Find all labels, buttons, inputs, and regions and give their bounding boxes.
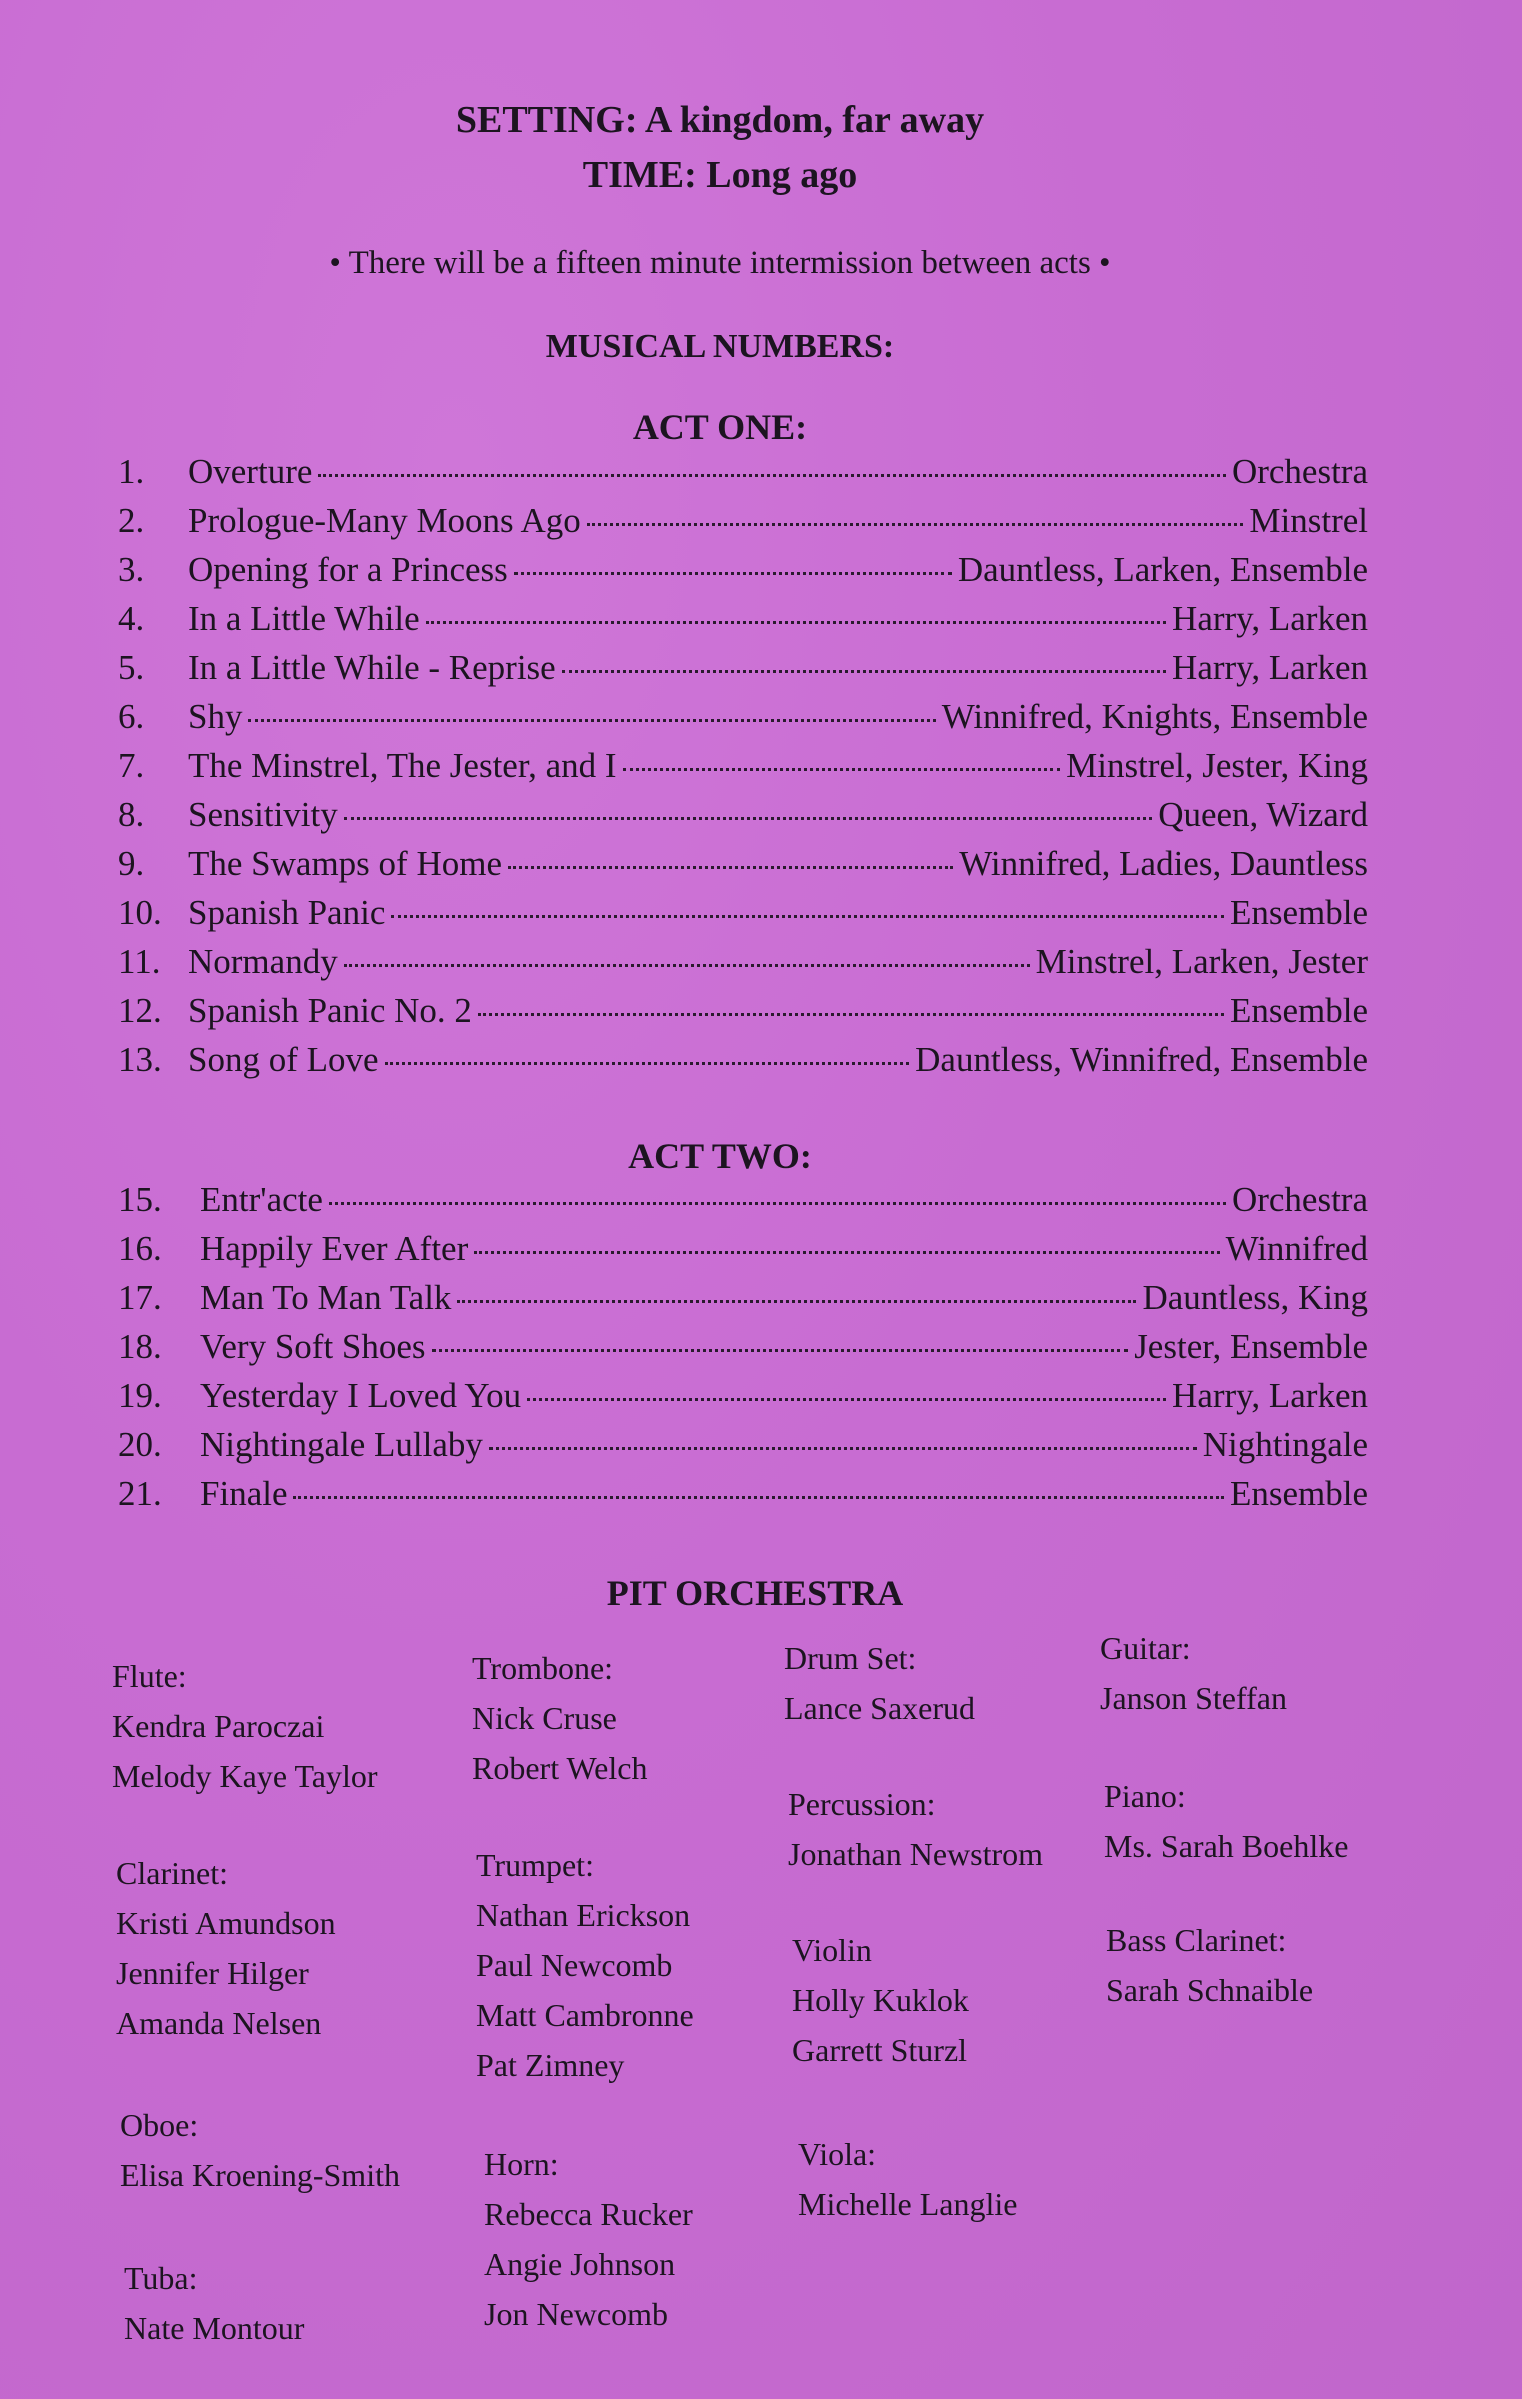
song-row: [118, 942, 1368, 991]
orch-tuba: [124, 2260, 304, 2360]
song-row: [118, 1376, 1368, 1425]
orch-section-label: Flute:: [112, 1658, 187, 1694]
orch-section-label: Clarinet:: [116, 1855, 228, 1891]
song-performers: Harry, Larken: [1172, 1376, 1368, 1415]
time-line: TIME: Long ago: [582, 154, 858, 196]
dot-leader: [293, 1496, 1223, 1499]
song-performers: Minstrel, Jester, King: [1066, 746, 1368, 785]
song-row: [118, 991, 1368, 1040]
song-number: 8.: [118, 795, 145, 834]
song-title: Very Soft Shoes: [200, 1327, 426, 1366]
song-row: [118, 550, 1368, 599]
orch-player: Sarah Schnaible: [1106, 1972, 1314, 2008]
orch-player: Amanda Nelsen: [116, 2005, 322, 2041]
song-title: Spanish Panic: [188, 893, 386, 932]
song-row: [118, 452, 1368, 501]
song-number: 12.: [118, 991, 162, 1030]
song-title: Normandy: [188, 942, 338, 981]
song-row: [118, 1040, 1368, 1089]
orch-player: Janson Steffan: [1100, 1680, 1287, 1716]
orch-trumpet: [476, 1847, 694, 2097]
song-number: 4.: [118, 599, 145, 638]
pit-orchestra-heading: PIT ORCHESTRA: [606, 1573, 904, 1613]
song-title: Man To Man Talk: [200, 1278, 452, 1317]
dot-leader: [344, 817, 1152, 820]
dot-leader: [514, 572, 952, 575]
song-title: Song of Love: [188, 1040, 379, 1079]
dot-leader: [489, 1447, 1197, 1450]
dot-leader: [623, 768, 1061, 771]
act-one-song-list: [118, 452, 1368, 1089]
song-title: Shy: [188, 697, 243, 736]
song-row: [118, 1278, 1368, 1327]
song-number: 15.: [118, 1180, 162, 1219]
song-number: 5.: [118, 648, 145, 687]
orch-violin: [792, 1932, 969, 2082]
orch-player: Elisa Kroening-Smith: [120, 2157, 400, 2193]
song-performers: Dauntless, King: [1142, 1278, 1368, 1317]
song-row: [118, 1474, 1368, 1523]
song-performers: Jester, Ensemble: [1134, 1327, 1368, 1366]
song-number: 16.: [118, 1229, 162, 1268]
orch-section-label: Oboe:: [120, 2107, 199, 2143]
song-title: Opening for a Princess: [188, 550, 508, 589]
dot-leader: [478, 1013, 1224, 1016]
orch-player: Kristi Amundson: [116, 1905, 336, 1941]
song-number: 10.: [118, 893, 162, 932]
orch-section-label: Bass Clarinet:: [1106, 1922, 1287, 1958]
orch-player: Michelle Langlie: [798, 2186, 1018, 2222]
orch-section-label: Drum Set:: [784, 1640, 917, 1676]
dot-leader: [248, 719, 935, 722]
orch-player: Ms. Sarah Boehlke: [1104, 1828, 1349, 1864]
dot-leader: [508, 866, 953, 869]
orch-section-label: Tuba:: [124, 2260, 198, 2296]
song-performers: Ensemble: [1229, 991, 1368, 1030]
song-performers: Dauntless, Larken, Ensemble: [957, 550, 1368, 589]
orch-player: Garrett Sturzl: [792, 2032, 968, 2068]
song-title: Prologue-Many Moons Ago: [188, 501, 581, 540]
orch-guitar: [1100, 1630, 1287, 1730]
orch-player: Nathan Erickson: [476, 1897, 691, 1933]
orch-player: Nate Montour: [124, 2310, 305, 2346]
orch-section-label: Percussion:: [788, 1786, 936, 1822]
orch-player: Melody Kaye Taylor: [112, 1758, 378, 1794]
song-title: Nightingale Lullaby: [200, 1425, 483, 1464]
song-number: 11.: [118, 942, 161, 981]
orch-player: Kendra Paroczai: [112, 1708, 325, 1744]
intermission-note: • There will be a fifteen minute intermission between acts •: [329, 245, 1111, 281]
song-number: 18.: [118, 1327, 162, 1366]
song-row: [118, 501, 1368, 550]
song-title: Entr'acte: [200, 1180, 323, 1219]
song-title: In a Little While: [188, 599, 420, 638]
orch-player: Robert Welch: [472, 1750, 648, 1786]
dot-leader: [457, 1300, 1136, 1303]
orch-section-label: Piano:: [1104, 1778, 1186, 1814]
act-two-song-list: [118, 1180, 1368, 1523]
orch-player: Angie Johnson: [484, 2246, 676, 2282]
orch-viola: [798, 2136, 1017, 2236]
song-title: Sensitivity: [188, 795, 338, 834]
dot-leader: [318, 474, 1226, 477]
orch-section-label: Horn:: [484, 2146, 559, 2182]
song-row: [118, 844, 1368, 893]
setting-line: SETTING: A kingdom, far away: [455, 99, 985, 141]
orch-drum-set: [784, 1640, 975, 1740]
song-number: 19.: [118, 1376, 162, 1415]
song-performers: Ensemble: [1229, 893, 1368, 932]
song-number: 13.: [118, 1040, 162, 1079]
song-title: Overture: [188, 452, 313, 491]
orch-player: Holly Kuklok: [792, 1982, 969, 2018]
song-title: In a Little While - Reprise: [188, 648, 556, 687]
song-number: 7.: [118, 746, 145, 785]
dot-leader: [344, 964, 1030, 967]
song-title: The Minstrel, The Jester, and I: [188, 746, 617, 785]
orch-player: Matt Cambronne: [476, 1997, 694, 2033]
song-number: 21.: [118, 1474, 162, 1513]
orch-player: Lance Saxerud: [784, 1690, 976, 1726]
song-performers: Winnifred, Knights, Ensemble: [941, 697, 1368, 736]
song-performers: Ensemble: [1229, 1474, 1368, 1513]
orch-section-label: Violin: [792, 1932, 872, 1968]
song-performers: Harry, Larken: [1172, 648, 1368, 687]
song-row: [118, 697, 1368, 746]
act-two-heading: ACT TWO:: [628, 1136, 812, 1176]
song-title: Yesterday I Loved You: [200, 1376, 522, 1415]
orch-player: Jon Newcomb: [484, 2296, 668, 2332]
dot-leader: [426, 621, 1166, 624]
dot-leader: [432, 1349, 1129, 1352]
song-performers: Winnifred: [1225, 1229, 1368, 1268]
orch-section-label: Trumpet:: [476, 1847, 594, 1883]
song-performers: Orchestra: [1231, 1180, 1368, 1219]
song-row: [118, 1327, 1368, 1376]
song-row: [118, 1425, 1368, 1474]
song-row: [118, 795, 1368, 844]
orch-section-label: Trombone:: [472, 1650, 614, 1686]
act-one-heading: ACT ONE:: [632, 407, 808, 447]
song-performers: Queen, Wizard: [1158, 795, 1368, 834]
song-performers: Orchestra: [1231, 452, 1368, 491]
orch-player: Nick Cruse: [472, 1700, 617, 1736]
song-row: [118, 599, 1368, 648]
song-performers: Minstrel, Larken, Jester: [1035, 942, 1368, 981]
song-performers: Minstrel: [1249, 501, 1368, 540]
song-number: 2.: [118, 501, 145, 540]
song-title: Spanish Panic No. 2: [188, 991, 472, 1030]
musical-numbers-heading: MUSICAL NUMBERS:: [545, 328, 895, 365]
orch-clarinet: [116, 1855, 336, 2055]
song-performers: Dauntless, Winnifred, Ensemble: [915, 1040, 1368, 1079]
dot-leader: [527, 1398, 1166, 1401]
dot-leader: [587, 523, 1244, 526]
song-number: 6.: [118, 697, 145, 736]
orch-flute: [112, 1658, 378, 1808]
dot-leader: [329, 1202, 1226, 1205]
orch-horn: [484, 2146, 693, 2346]
orch-player: Rebecca Rucker: [484, 2196, 693, 2232]
orch-section-label: Guitar:: [1100, 1630, 1191, 1666]
orch-piano: [1104, 1778, 1348, 1878]
orch-percussion: [788, 1786, 1043, 1886]
song-title: Happily Ever After: [200, 1229, 469, 1268]
orch-player: Paul Newcomb: [476, 1947, 673, 1983]
song-performers: Nightingale: [1202, 1425, 1368, 1464]
orch-bass-clarinet: [1106, 1922, 1313, 2022]
song-number: 20.: [118, 1425, 162, 1464]
orch-oboe: [120, 2107, 400, 2207]
song-number: 17.: [118, 1278, 162, 1317]
song-row: [118, 893, 1368, 942]
song-row: [118, 648, 1368, 697]
orch-section-label: Viola:: [798, 2136, 877, 2172]
dot-leader: [474, 1251, 1219, 1254]
song-row: [118, 746, 1368, 795]
song-title: Finale: [200, 1474, 288, 1513]
orch-player: Jennifer Hilger: [116, 1955, 309, 1991]
dot-leader: [562, 670, 1166, 673]
dot-leader: [391, 915, 1224, 918]
song-number: 3.: [118, 550, 145, 589]
song-row: [118, 1229, 1368, 1278]
song-number: 9.: [118, 844, 145, 883]
song-performers: Harry, Larken: [1172, 599, 1368, 638]
orch-trombone: [472, 1650, 647, 1800]
song-performers: Winnifred, Ladies, Dauntless: [959, 844, 1368, 883]
orch-player: Jonathan Newstrom: [788, 1836, 1044, 1872]
song-number: 1.: [118, 452, 145, 491]
song-row: [118, 1180, 1368, 1229]
orch-player: Pat Zimney: [476, 2047, 625, 2083]
song-title: The Swamps of Home: [188, 844, 502, 883]
dot-leader: [385, 1062, 910, 1065]
